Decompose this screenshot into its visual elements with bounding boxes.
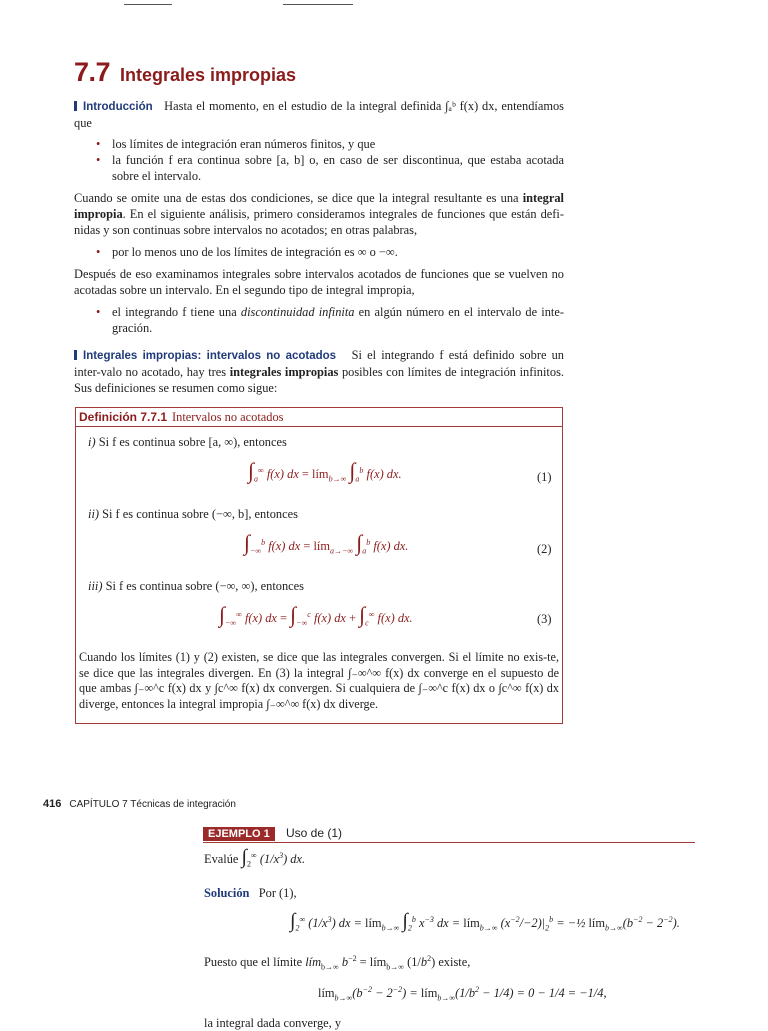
cut-text: la integral dada converge, y <box>204 1016 342 1030</box>
section-marker <box>74 101 77 111</box>
section-marker <box>74 350 77 360</box>
example-title: Uso de (1) <box>286 826 343 840</box>
header-rule <box>283 4 353 5</box>
definition-title: Intervalos no acotados <box>172 410 284 424</box>
definition-box <box>75 407 563 724</box>
paragraph: Cuando se omite una de estas dos condiciones, se dice que la integral resultante es una integral impropia. En el siguiente análisis, primero consideramos integrales de funciones que están defi-nidas y son continuas sobre intervalos no acotados; en otras palabras, <box>74 191 564 237</box>
equation-number: (2) <box>537 542 552 556</box>
definition-label: Definición 7.7.1 <box>79 410 168 424</box>
list-item: • la función f era continua sobre [a, b] o, en caso de ser discontinua, que estaba acotada sobre el intervalo. <box>96 153 564 183</box>
page-number: 416 <box>43 798 62 810</box>
equation-number: (1) <box>537 470 552 484</box>
list-item: • por lo menos uno de los límites de integración es ∞ o −∞. <box>96 245 398 259</box>
equation: $\int_a^\infty$ f(x) dx = lím$_{b\to\infty}$ $\int_a^b$ f(x) dx. <box>248 458 402 484</box>
definition-item: ii) Si f es continua sobre (−∞, b], entonces <box>88 507 298 521</box>
solution-line: Solución Por (1), <box>204 886 297 900</box>
equation: $\int_{-\infty}^b$ f(x) dx = lím$_{a\to-\infty}$ $\int_a^b$ f(x) dx. <box>244 530 409 556</box>
example-header <box>203 826 695 843</box>
header-rule <box>124 4 172 5</box>
section-title: Integrales impropias <box>120 65 297 85</box>
solution-label: Solución <box>204 886 250 900</box>
paragraph: Después de eso examinamos integrales sobre intervalos acotados de funciones que se vuelven no acotadas sobre un intervalo. En el segundo tipo de integral impropia, <box>74 267 564 297</box>
list-item: • los límites de integración eran números finitos, y que <box>96 137 376 151</box>
intro-paragraph <box>74 98 564 131</box>
page-footer <box>43 798 236 810</box>
chapter-title: CAPÍTULO 7 Técnicas de integración <box>69 799 236 810</box>
equation: $\int_{-\infty}^\infty$ f(x) dx = $\int_{-\infty}^c$ f(x) dx + $\int_c^\infty$ f(x) dx. <box>219 602 413 628</box>
definition-note: Cuando los límites (1) y (2) existen, se dice que las integrales convergen. Si el límite no exis-te, se dice que las integrales divergen. En (3) la integral ∫₋∞^∞ f(x) dx converge en el supuesto de que ambas ∫₋∞^c f(x) dx y ∫c^∞ f(x) dx convergen. Si cualquiera de ∫₋∞^c f(x) dx o ∫c^∞ f(x) dx diverge, entonces la integral impropia ∫₋∞^∞ f(x) dx diverge. <box>79 650 559 711</box>
list-item: • el integrando f tiene una discontinuidad infinita en algún número en el intervalo de inte-gración. <box>96 305 564 335</box>
paragraph: Integrales impropias: intervalos no acotados Si el integrando f está definido sobre un inter-valo no acotado, hay tres integrales impropias posibles con límites de integración infinitos. Sus definiciones se resumen como sigue: <box>74 348 565 395</box>
example-statement: Evalúe $\int_2^\infty$ $(1/x^3)$ dx. <box>204 846 306 869</box>
limit-equation: $lím_{b\to\infty}(b^{-2} - 2^{-2})$ = $lím_{b\to\infty}(1/b^2 - 1/4) = 0 - 1/4 = -1/4$, <box>318 985 607 1003</box>
limit-sentence: Puesto que el límite lím$_{b\to\infty}$ $b^{-2}$ = lím$_{b\to\infty}$ $(1/b^2)$ existe, <box>204 954 471 972</box>
example-label: EJEMPLO 1 <box>203 827 275 841</box>
equation-number: (3) <box>537 612 552 626</box>
definition-item: iii) Si f es continua sobre (−∞, ∞), entonces <box>88 579 304 593</box>
definition-item: i) Si f es continua sobre [a, ∞), entonces <box>88 435 287 449</box>
definition-header <box>76 408 562 427</box>
intro-text: Hasta el momento, en el estudio de la integral definida ∫ₐᵇ f(x) dx, entendíamos que <box>74 99 564 130</box>
solution-equation: $\int_2^\infty$ $(1/x^3)$ dx = lím$_{b\to\infty}$ $\int_2^b$ $x^{-3}$ dx = lím$_{b\to\infty}$ $(x^{-2}/-2)|_2^b$ = −½ $lím_{b\to\infty}(b^{-2} - 2^{-2})$. <box>290 910 680 933</box>
section-number: 7.7 <box>74 57 111 87</box>
intro-heading: Introducción <box>83 101 153 113</box>
